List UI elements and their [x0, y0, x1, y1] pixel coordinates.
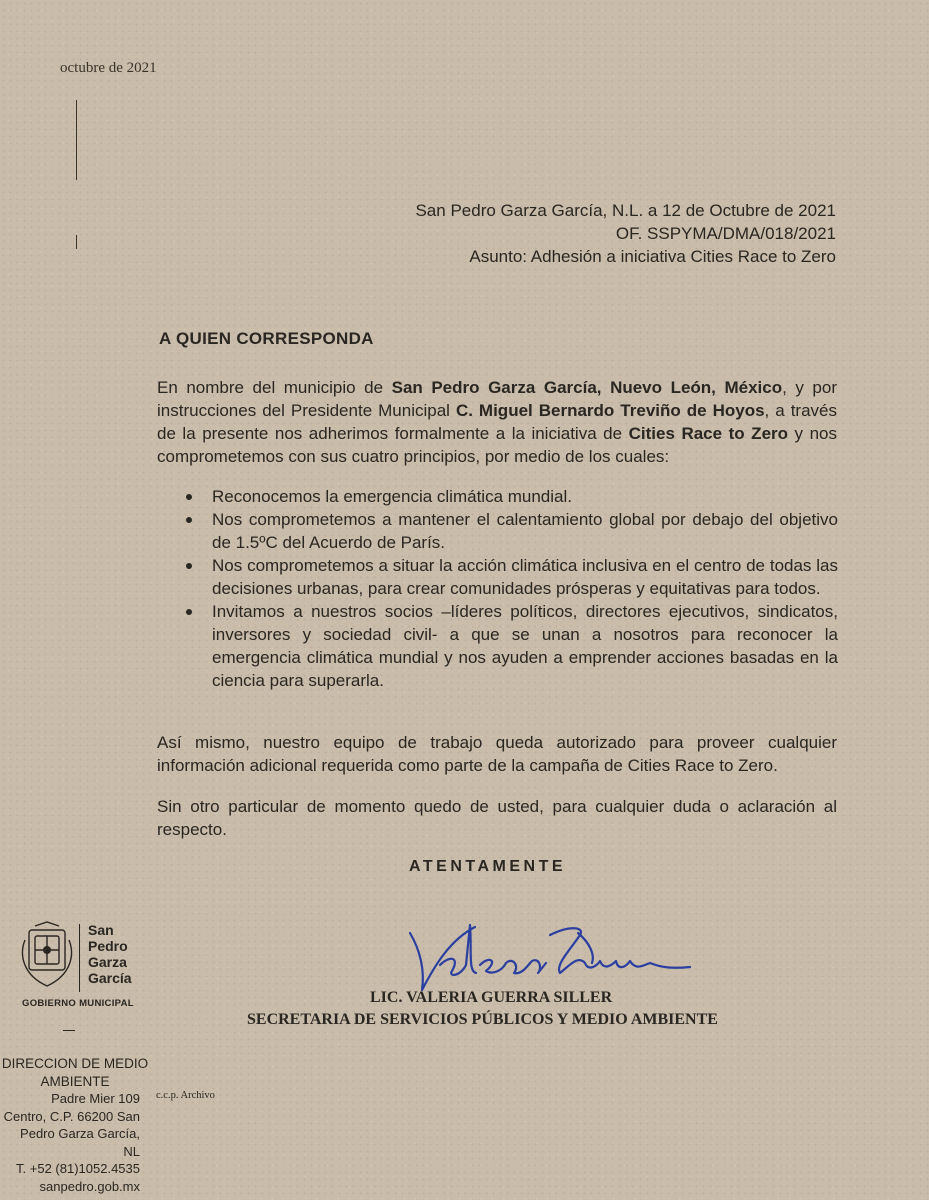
phone-number: T. +52 (81)1052.4535 — [16, 1161, 140, 1176]
intro-bold-municipality: San Pedro Garza García, Nuevo León, México — [391, 378, 783, 397]
reference-number: OF. SSPYMA/DMA/018/2021 — [615, 224, 836, 243]
signature-icon — [380, 905, 700, 1000]
paragraph-farewell: Sin otro particular de momento quedo de usted, para cualquier duda o aclaración al respecto. — [157, 797, 837, 839]
list-item: Nos comprometemos a mantener el calentamiento global por debajo del objetivo de 1.5ºC del Acuerdo de París. — [186, 508, 838, 554]
margin-tick — [76, 235, 77, 249]
list-item: Invitamos a nuestros socios –líderes políticos, directores ejecutivos, sindicatos, inversores y sociedad civil- a que se unan a nosotros para reconocer la emergencia climática mundial y nos ayuden a emprender acciones basadas en la ciencia para superarla. — [186, 600, 838, 692]
list-item: Reconocemos la emergencia climática mundial. — [186, 485, 838, 508]
place-date: San Pedro Garza García, N.L. a 12 de Octubre de 2021 — [415, 201, 836, 220]
intro-bold-president: C. Miguel Bernardo Treviño de Hoyos — [455, 401, 765, 420]
subject-line: Asunto: Adhesión a iniciativa Cities Race to Zero — [469, 247, 836, 266]
logo-subtitle: GOBIERNO MUNICIPAL — [22, 998, 134, 1009]
department-name-2: AMBIENTE — [40, 1073, 110, 1089]
bullet-icon — [186, 563, 192, 569]
signer-title: SECRETARIA DE SERVICIOS PÚBLICOS Y MEDIO AMBIENTE — [247, 1011, 718, 1028]
address-line-1: Padre Mier 109 — [51, 1091, 140, 1106]
closing-word: ATENTAMENTE — [409, 858, 567, 875]
logo-divider — [79, 924, 80, 992]
department-name-1: DIRECCION DE MEDIO — [1, 1056, 149, 1071]
salutation: A QUIEN CORRESPONDA — [159, 329, 374, 348]
municipal-seal-icon — [17, 920, 77, 990]
margin-line — [76, 100, 77, 180]
address-line-2: Centro, C.P. 66200 San — [3, 1108, 140, 1124]
bullet-icon — [186, 609, 192, 615]
intro-text-1: En nombre del municipio de — [157, 378, 392, 397]
footer-dash — [63, 1030, 75, 1031]
copy-note: c.c.p. Archivo — [156, 1090, 215, 1101]
intro-text-4: y nos comprometemos con sus cuatro principios, por medio de los cuales: — [157, 424, 837, 466]
logo-wordmark: San Pedro Garza García — [88, 922, 132, 986]
signer-name: LIC. VALERIA GUERRA SILLER — [370, 989, 613, 1006]
paragraph-authorization: Así mismo, nuestro equipo de trabajo queda autorizado para proveer cualquier información adicional requerida como parte de la campaña de Cities Race to Zero. — [157, 733, 837, 775]
intro-text-3: , a través de la presente nos adherimos formalmente a la iniciativa de — [157, 401, 837, 443]
bullet-icon — [186, 494, 192, 500]
intro-bold-initiative: Cities Race to Zero — [628, 424, 789, 443]
top-date: octubre de 2021 — [60, 60, 157, 76]
footer-address — [0, 1055, 149, 1195]
letter-header — [415, 199, 836, 268]
bullet-icon — [186, 517, 192, 523]
principles-list — [186, 485, 838, 692]
list-item: Nos comprometemos a situar la acción climática inclusiva en el centro de todas las decisiones urbanas, para crear comunidades prósperas y equitativas para todos. — [186, 554, 838, 600]
website-link[interactable]: sanpedro.gob.mx — [39, 1178, 140, 1194]
intro-text-2: , y por instrucciones del Presidente Municipal — [157, 378, 837, 420]
paragraph-intro — [157, 376, 837, 468]
address-line-3: Pedro Garza García, NL — [20, 1126, 140, 1159]
